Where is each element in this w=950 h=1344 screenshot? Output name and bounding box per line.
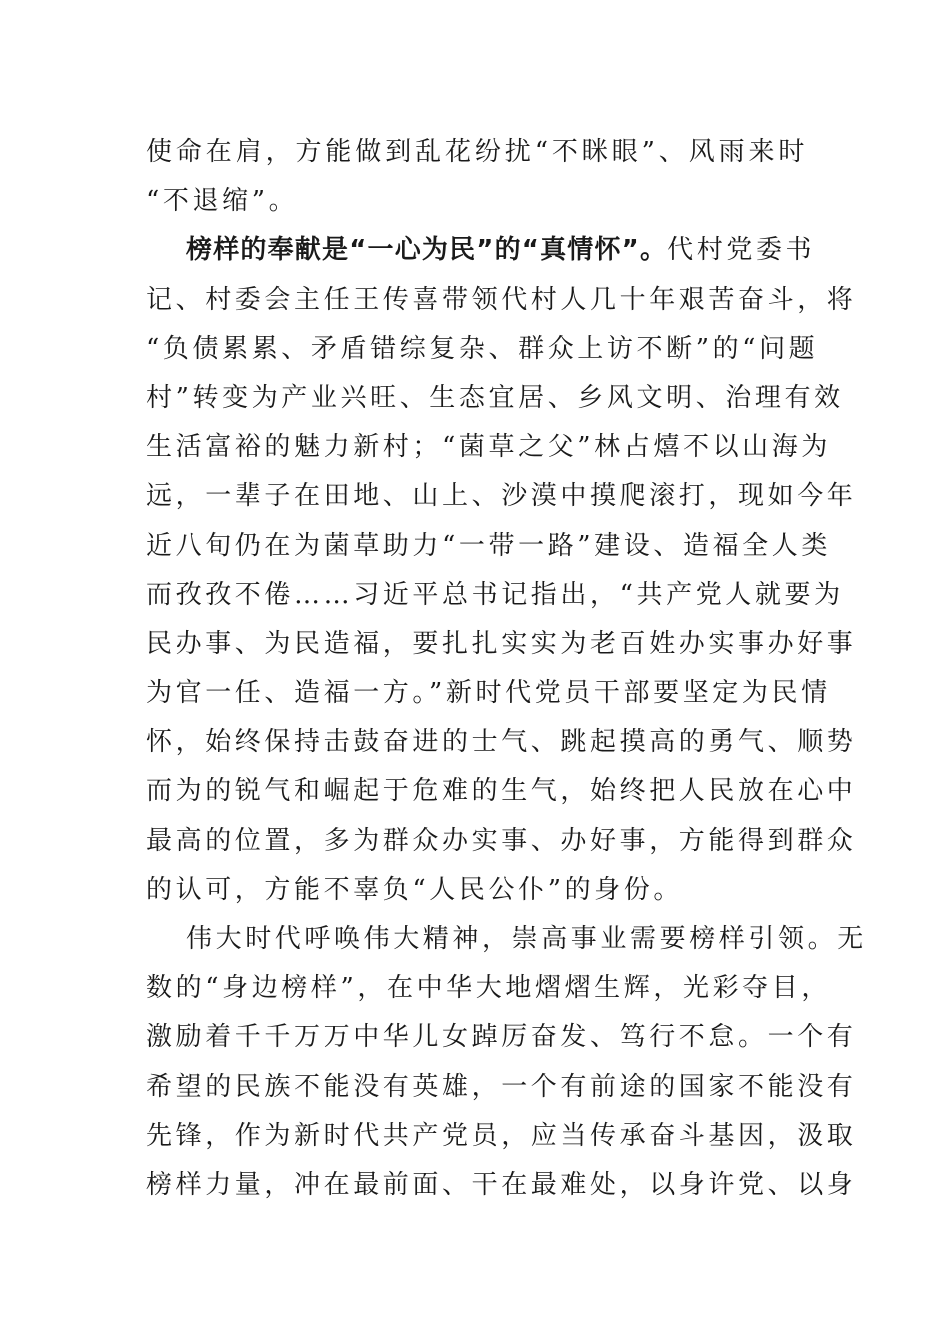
text-line: 先锋，作为新时代共产党员，应当传承奋斗基因，汲取 xyxy=(146,1120,857,1151)
text-line: 近八旬仍在为菌草助力“一带一路”建设、造福全人类 xyxy=(146,530,831,561)
text-line: 记、村委会主任王传喜带领代村人几十年艰苦奋斗，将 xyxy=(146,284,857,315)
text-line: 的认可，方能不辜负“人民公仆”的身份。 xyxy=(146,874,683,905)
text-line: 生活富裕的魅力新村；“菌草之父”林占熺不以山海为 xyxy=(146,432,831,463)
paragraph-2 xyxy=(146,226,857,915)
text-line: 怀，始终保持击鼓奋进的士气、跳起摸高的勇气、顺势 xyxy=(146,727,857,758)
text-line: 数的“身边榜样”，在中华大地熠熠生辉，光彩夺目， xyxy=(146,973,831,1004)
text-line: 榜样力量，冲在最前面、干在最难处，以身许党、以身 xyxy=(146,1169,857,1200)
text-line: 而孜孜不倦……习近平总书记指出，“共产党人就要为 xyxy=(146,579,844,610)
paragraph-3 xyxy=(146,915,867,1210)
text-line: 激励着千千万万中华儿女踔厉奋发、笃行不怠。一个有 xyxy=(146,1022,857,1053)
text-line: 村”转变为产业兴旺、生态宜居、乡风文明、治理有效 xyxy=(146,382,844,413)
text-line: 为官一任、造福一方。”新时代党员干部要坚定为民情 xyxy=(146,678,831,709)
text-line-remainder: 代村党委书 xyxy=(667,235,816,266)
text-line: 而为的锐气和崛起于危难的生气，始终把人民放在心中 xyxy=(146,776,857,807)
text-line: “负债累累、矛盾错综复杂、群众上访不断”的“问题 xyxy=(146,333,819,364)
paragraph-1 xyxy=(146,128,808,226)
text-line: 最高的位置，多为群众办实事、办好事，方能得到群众 xyxy=(146,825,857,856)
text-line: 使命在肩，方能做到乱花纷扰“不眯眼”、风雨来时 xyxy=(146,137,808,167)
text-line-with-heading xyxy=(146,226,816,275)
text-line: 伟大时代呼唤伟大精神，崇高事业需要榜样引领。无 xyxy=(186,924,867,954)
text-line: 民办事、为民造福，要扎扎实实为老百姓办实事办好事 xyxy=(146,628,857,659)
bold-lead-sentence: 榜样的奉献是“一心为民”的“真情怀”。 xyxy=(186,235,668,266)
text-line: 远，一辈子在田地、山上、沙漠中摸爬滚打，现如今年 xyxy=(146,481,857,512)
text-line: 希望的民族不能没有英雄，一个有前途的国家不能没有 xyxy=(146,1071,857,1102)
document-body xyxy=(146,128,867,1210)
text-line: “不退缩”。 xyxy=(146,186,299,217)
